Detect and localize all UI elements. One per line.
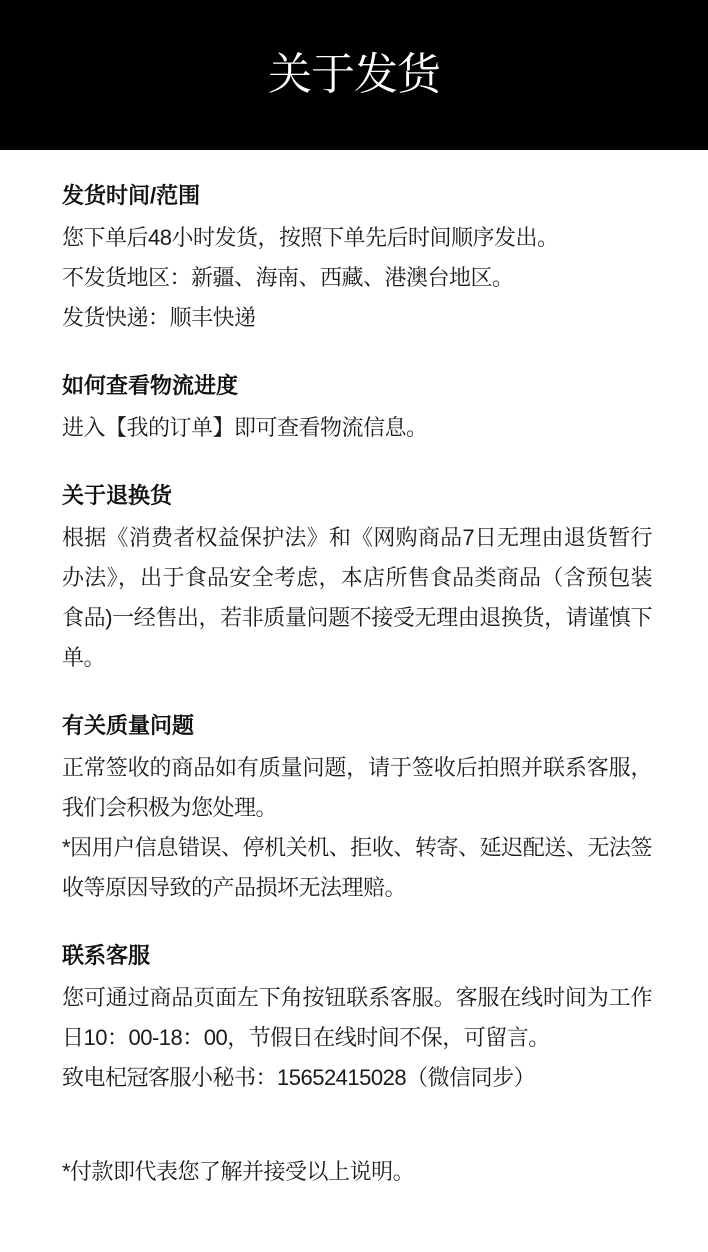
- section-heading-logistics-tracking: 如何查看物流进度: [62, 373, 239, 398]
- section-heading-customer-service: 联系客服: [62, 943, 151, 968]
- page-title: 关于发货: [268, 50, 440, 99]
- section-logistics-tracking: [62, 370, 652, 448]
- notice-content: [0, 150, 708, 1252]
- section-paragraph: 您下单后48小时发货，按照下单先后时间顺序发出。: [62, 225, 559, 250]
- section-paragraph: 根据《消费者权益保护法》和《网购商品7日无理由退货暂行办法》，出于食品安全考虑，本店所售食品类商品（含预包装食品)一经售出，若非质量问题不接受无理由退换货，请谨慎下单。: [62, 525, 652, 670]
- section-heading-quality-issues: 有关质量问题: [62, 713, 195, 738]
- payment-acceptance-note: *付款即代表您了解并接受以上说明。: [62, 1159, 415, 1184]
- section-paragraph: 发货快递：顺丰快递: [62, 305, 256, 330]
- section-paragraph: 不发货地区：新疆、海南、西藏、港澳台地区。: [62, 265, 514, 290]
- section-returns-policy: [62, 480, 652, 678]
- section-paragraph: 进入【我的订单】即可查看物流信息。: [62, 415, 428, 440]
- section-heading-shipping-time: 发货时间/范围: [62, 183, 201, 208]
- section-paragraph: 致电杞冠客服小秘书：15652415028（微信同步）: [62, 1065, 536, 1090]
- section-shipping-time: [62, 180, 652, 338]
- section-paragraph: 您可通过商品页面左下角按钮联系客服。客服在线时间为工作日10：00-18：00，节假日在线时间不保，可留言。: [62, 985, 652, 1050]
- section-heading-returns-policy: 关于退换货: [62, 483, 173, 508]
- section-customer-service: [62, 940, 652, 1098]
- section-quality-issues: [62, 710, 652, 908]
- section-paragraph: *因用户信息错误、停机关机、拒收、转寄、延迟配送、无法签收等原因导致的产品损坏无法理赔。: [62, 835, 652, 900]
- section-paragraph: 正常签收的商品如有质量问题，请于签收后拍照并联系客服，我们会积极为您处理。: [62, 755, 652, 820]
- page-header: [0, 0, 708, 150]
